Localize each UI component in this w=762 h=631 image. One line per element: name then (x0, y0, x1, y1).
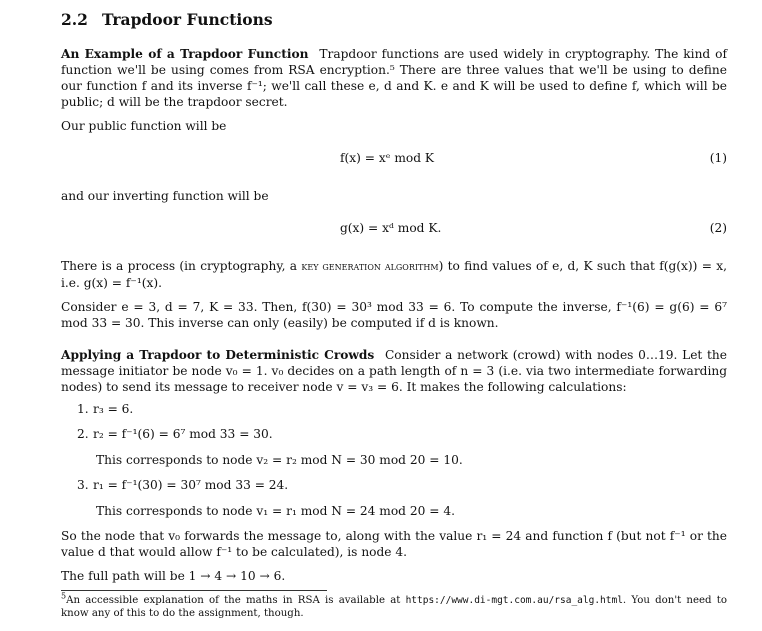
list-item-text: r₃ = 6. (93, 402, 134, 416)
small-caps-term: key generation algorithm (301, 260, 439, 273)
equation-expression: f(x) = xᵉ mod K (340, 151, 434, 165)
paragraph-conclusion: So the node that v₀ forwards the message to, along with the value r₁ = 24 and function f (but not f⁻¹ or the value d that would allow f⁻¹ to be calculated), is node 4. (61, 529, 727, 559)
equation-2 (61, 218, 727, 242)
run-in-heading: Applying a Trapdoor to Deterministic Crowds (61, 348, 375, 362)
list-item-label: 1. (77, 402, 89, 416)
paragraph-text: Consider a network (crowd) with nodes 0…19. Let the message initiator be node v₀ = 1. v₀ decides on a path length of n = 3 (i.e. via two intermediate forwarding nodes) to send its message to receiver node v = v₃ = 6. It makes the following calculations: (61, 348, 727, 394)
equation-1 (61, 148, 727, 172)
paragraph-deterministic-crowds (61, 347, 727, 395)
paragraph-trapdoor-example (61, 46, 727, 110)
paragraph-full-path: The full path will be 1 → 4 → 10 → 6. (61, 569, 286, 583)
list-item-text: r₂ = f⁻¹(6) = 6⁷ mod 33 = 30. (93, 427, 273, 441)
paragraph-key-generation (61, 258, 727, 291)
paragraph-text: ) to find values of e, d, K such that f(g(x)) = x, i.e. g(x) = f⁻¹(x). (61, 259, 727, 290)
run-in-heading: An Example of a Trapdoor Function (61, 47, 309, 61)
paragraph-text: There is a process (in cryptography, a (61, 259, 298, 273)
list-item-text: r₁ = f⁻¹(30) = 30⁷ mod 33 = 24. (93, 478, 289, 492)
list-item (61, 426, 727, 468)
document-page (61, 12, 727, 620)
footnote-text: . You don't need to know any of this to do the assignment, though. (61, 595, 727, 619)
equation-number: (2) (709, 221, 727, 235)
equation-number: (1) (709, 151, 727, 165)
paragraph-inverting-function: and our inverting function will be (61, 189, 269, 203)
footnote-text: An accessible explanation of the maths in RSA is available at (66, 595, 401, 606)
footnote-link[interactable]: https://www.di-mgt.com.au/rsa_alg.html (405, 595, 623, 606)
section-title: Trapdoor Functions (101, 10, 273, 29)
paragraph-text: Trapdoor functions are used widely in cryptography. The kind of function we'll be using comes from RSA encryption.⁵ There are three values that we'll be using to define our function f and its inverse f⁻¹; we'll call these e, d and K. e and K will be used to define f, which will be public; d will be the trapdoor secret. (61, 47, 728, 109)
footnote-divider (61, 590, 327, 591)
footnote-mark: 5 (61, 591, 67, 601)
equation-expression: g(x) = xᵈ mod K. (340, 221, 442, 235)
list-item-note: This corresponds to node v₂ = r₂ mod N = 30 mod 20 = 10. (96, 453, 463, 467)
list-item-note: This corresponds to node v₁ = r₁ mod N = 24 mod 20 = 4. (96, 504, 455, 518)
calculation-list (61, 401, 727, 519)
paragraph-public-function: Our public function will be (61, 119, 227, 133)
footnote (61, 591, 727, 620)
section-heading (61, 12, 727, 28)
section-number: 2.2 (61, 10, 88, 29)
list-item (61, 401, 727, 417)
list-item-label: 2. (77, 427, 89, 441)
list-item (61, 477, 727, 519)
list-item-label: 3. (77, 478, 89, 492)
paragraph-worked-example: Consider e = 3, d = 7, K = 33. Then, f(30) = 30³ mod 33 = 6. To compute the inverse, f⁻¹(6) = g(6) = 6⁷ mod 33 = 30. This inverse can only (easily) be computed if d is known. (61, 300, 727, 330)
